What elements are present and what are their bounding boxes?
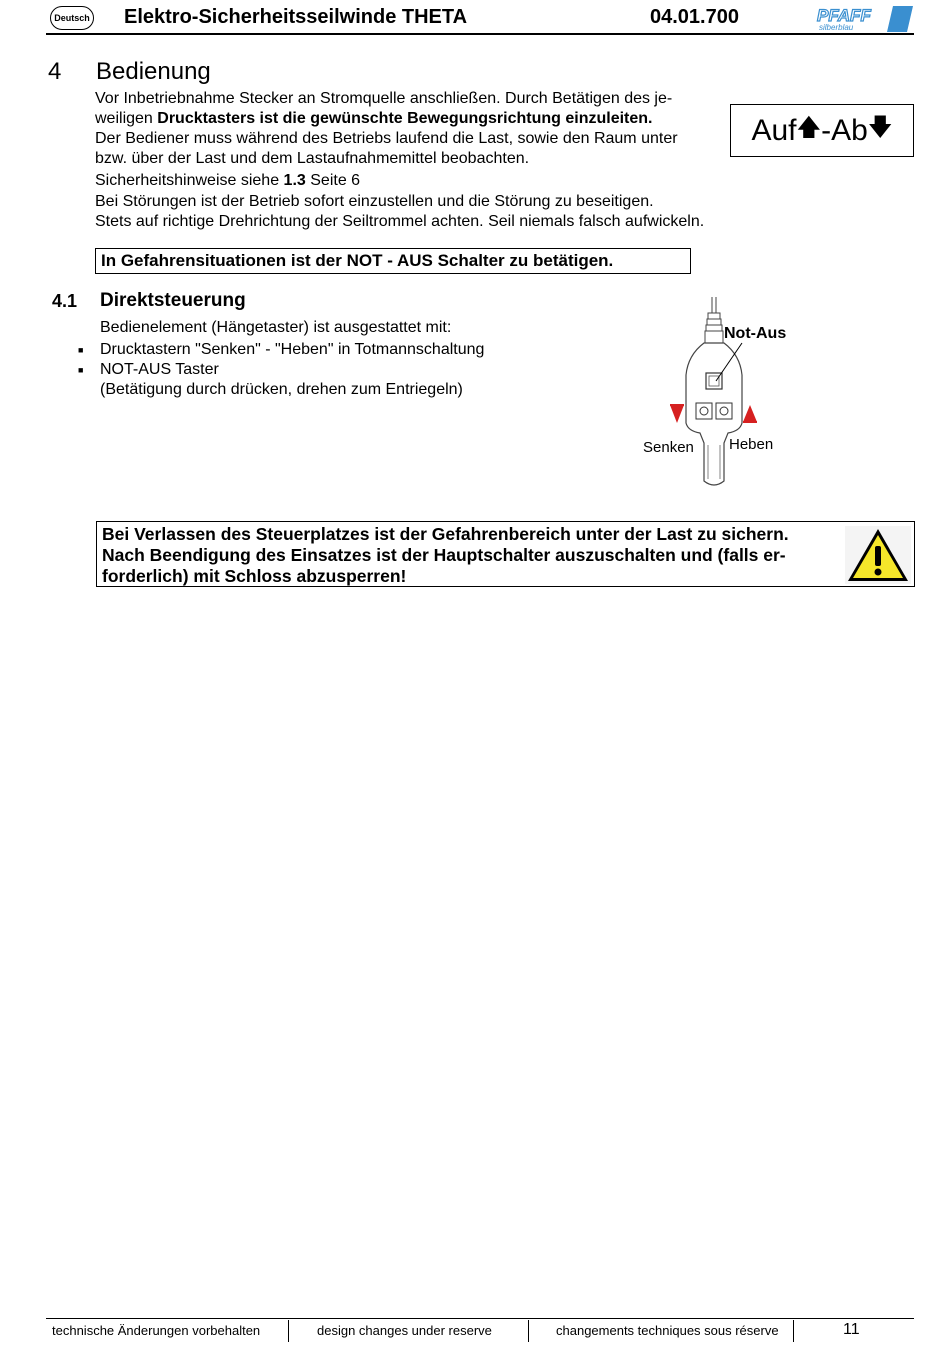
footer-divider: [288, 1320, 289, 1342]
footer-fr: changements techniques sous réserve: [556, 1323, 779, 1338]
list-item-continuation: [78, 380, 484, 400]
footer-en: design changes under reserve: [317, 1323, 492, 1338]
arrow-down-icon: 🡇: [867, 114, 893, 141]
paragraph-intro: [95, 89, 715, 129]
auf-label: Auf: [751, 113, 797, 147]
paragraph-intro-text: Vor Inbetriebnahme Stecker an Stromquelle anschließen. Durch Betätigen des je-weiligen: [95, 90, 673, 127]
footer-de: technische Änderungen vorbehalten: [52, 1323, 261, 1338]
footer-divider: [793, 1320, 794, 1342]
paragraph-faults: Bei Störungen ist der Betrieb sofort einzustellen und die Störung zu beseitigen.: [95, 193, 654, 210]
arrow-up-icon: 🡅: [796, 114, 822, 141]
list-item-text: NOT-AUS Taster: [100, 361, 219, 378]
ab-label: -Ab: [821, 113, 868, 147]
logo-sub-text: silberblau: [819, 23, 854, 32]
subsection-title: Direktsteuerung: [100, 290, 246, 311]
list-item: [78, 360, 484, 380]
notaus-label: Not-Aus: [724, 325, 787, 342]
safety-ref-text: Sicherheitshinweise siehe: [95, 172, 284, 189]
list-item-text: Drucktastern "Senken" - "Heben" in Totmannschaltung: [100, 341, 485, 358]
feature-list: [78, 340, 484, 400]
warning-line3: forderlich) mit Schloss abzusperren!: [102, 566, 407, 586]
list-intro: Bedienelement (Hängetaster) ist ausgestattet mit:: [100, 319, 452, 336]
paragraph-observe-line2: bzw. über der Last und dem Lastaufnahmemittel beobachten.: [95, 150, 530, 167]
language-badge: Deutsch: [50, 6, 94, 30]
warning-line2: Nach Beendigung des Einsatzes ist der Hauptschalter auszuschalten und (falls er-: [102, 545, 786, 565]
section-number: 4: [48, 58, 62, 85]
header-rule: [46, 33, 914, 35]
subsection-number: 4.1: [52, 291, 78, 311]
warning-line1: Bei Verlassen des Steuerplatzes ist der Gefahrenbereich unter der Last zu sichern.: [102, 524, 789, 544]
warning-text: [102, 524, 842, 587]
senken-arrow-icon: [670, 405, 684, 423]
paragraph-intro-bold: Drucktasters ist die gewünschte Bewegungsrichtung einzuleiten.: [157, 110, 653, 127]
safety-ref-page: Seite 6: [305, 172, 361, 189]
bullet-icon: ■: [78, 365, 84, 375]
paragraph-rope: Stets auf richtige Drehrichtung der Seiltrommel achten. Seil niemals falsch aufwickeln.: [95, 213, 705, 230]
leaving-workplace-warning: [96, 521, 915, 587]
heben-label: Heben: [729, 436, 774, 453]
warning-triangle-icon: [845, 526, 911, 584]
emergency-stop-notice: In Gefahrensituationen ist der NOT - AUS Schalter zu betätigen.: [95, 248, 691, 274]
paragraph-observe-line1: Der Bediener muss während des Betriebs laufend die Last, sowie den Raum unter: [95, 130, 678, 147]
footer-rule: [46, 1318, 914, 1319]
list-item-text: (Betätigung durch drücken, drehen zum Entriegeln): [100, 381, 463, 398]
bullet-icon: ■: [78, 345, 84, 355]
direction-label-box: [730, 104, 914, 157]
safety-ref-section: 1.3: [283, 172, 306, 189]
heben-arrow-icon: [743, 405, 757, 422]
logo-main-text: PFAFF: [817, 6, 871, 25]
list-item: [78, 340, 484, 360]
footer-divider: [528, 1320, 529, 1342]
senken-label: Senken: [643, 439, 694, 456]
page-number: 11: [843, 1321, 860, 1338]
section-title: Bedienung: [96, 58, 211, 85]
document-title: Elektro-Sicherheitsseilwinde THETA: [124, 6, 468, 28]
pfaff-logo: [815, 6, 913, 32]
document-number: 04.01.700: [650, 6, 739, 28]
paragraph-safety-ref: [95, 171, 360, 191]
